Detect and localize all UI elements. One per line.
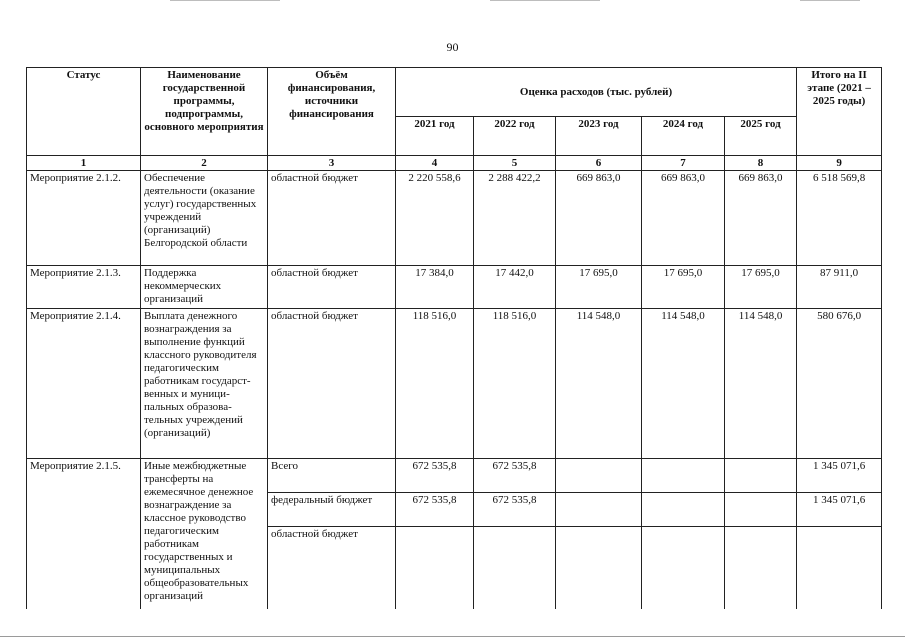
value-2025 <box>725 527 797 609</box>
value-total: 87 911,0 <box>797 266 882 309</box>
value-2023 <box>556 527 642 609</box>
column-number: 6 <box>556 156 642 171</box>
value-2025 <box>725 459 797 493</box>
row-source: Всего <box>268 459 396 493</box>
header-status: Статус <box>27 68 141 156</box>
value-2021 <box>396 527 474 609</box>
value-2022 <box>474 527 556 609</box>
value-2023 <box>556 459 642 493</box>
scan-edge-top-mid <box>490 0 600 1</box>
value-2022: 2 288 422,2 <box>474 171 556 266</box>
column-number: 2 <box>141 156 268 171</box>
value-2023: 669 863,0 <box>556 171 642 266</box>
value-2025 <box>725 493 797 527</box>
header-total: Итого на II этапе (2021 – 2025 годы) <box>797 68 882 156</box>
value-2021: 118 516,0 <box>396 309 474 459</box>
value-2025: 114 548,0 <box>725 309 797 459</box>
value-2022: 672 535,8 <box>474 459 556 493</box>
value-total <box>797 527 882 609</box>
table-row <box>27 266 882 309</box>
row-name: Выплата денежного вознаграждения за выполнение функций классного руководителя педагогическим работникам государст-венных и муници-пальных образова-тельных учреждений (организаций) <box>141 309 268 459</box>
scan-edge-top-right <box>800 0 860 1</box>
value-2022: 118 516,0 <box>474 309 556 459</box>
value-2024 <box>642 459 725 493</box>
value-2023: 114 548,0 <box>556 309 642 459</box>
value-2022: 672 535,8 <box>474 493 556 527</box>
header-year-2021: 2021 год <box>396 117 474 156</box>
table-row <box>27 309 882 459</box>
value-2024 <box>642 493 725 527</box>
value-2021: 672 535,8 <box>396 493 474 527</box>
value-2024: 17 695,0 <box>642 266 725 309</box>
value-2024: 669 863,0 <box>642 171 725 266</box>
row-source: федеральный бюджет <box>268 493 396 527</box>
column-number: 8 <box>725 156 797 171</box>
header-name: Наименование государственной программы, подпрограммы, основного мероприятия <box>141 68 268 156</box>
column-number: 4 <box>396 156 474 171</box>
column-number: 9 <box>797 156 882 171</box>
header-year-2022: 2022 год <box>474 117 556 156</box>
value-2025: 669 863,0 <box>725 171 797 266</box>
row-status: Мероприятие 2.1.4. <box>27 309 141 459</box>
row-name: Обеспечение деятельности (оказание услуг) государственных учреждений (организаций) Белгородской области <box>141 171 268 266</box>
budget-table <box>26 67 882 609</box>
header-year-2024: 2024 год <box>642 117 725 156</box>
value-total: 1 345 071,6 <box>797 493 882 527</box>
scan-edge-bottom <box>0 636 905 637</box>
column-number: 1 <box>27 156 141 171</box>
row-name: Поддержка некоммерческих организаций <box>141 266 268 309</box>
table-row <box>27 171 882 266</box>
column-number: 5 <box>474 156 556 171</box>
column-number: 7 <box>642 156 725 171</box>
value-2024: 114 548,0 <box>642 309 725 459</box>
row-name: Иные межбюджетные трансферты на ежемесячное денежное вознаграждение за классное руководство педагогическим работникам государственных и муниципальных общеобразовательных организаций <box>141 459 268 609</box>
header-estimate: Оценка расходов (тыс. рублей) <box>396 68 797 117</box>
value-2024 <box>642 527 725 609</box>
value-total: 6 518 569,8 <box>797 171 882 266</box>
value-total: 580 676,0 <box>797 309 882 459</box>
header-year-2023: 2023 год <box>556 117 642 156</box>
value-total: 1 345 071,6 <box>797 459 882 493</box>
row-status: Мероприятие 2.1.2. <box>27 171 141 266</box>
row-source: областной бюджет <box>268 527 396 609</box>
value-2021: 2 220 558,6 <box>396 171 474 266</box>
value-2021: 17 384,0 <box>396 266 474 309</box>
page-number: 90 <box>446 40 459 54</box>
row-source: областной бюджет <box>268 309 396 459</box>
row-source: областной бюджет <box>268 171 396 266</box>
value-2025: 17 695,0 <box>725 266 797 309</box>
value-2023 <box>556 493 642 527</box>
header-volume: Объём финансирования, источники финансирования <box>268 68 396 156</box>
row-source: областной бюджет <box>268 266 396 309</box>
column-number: 3 <box>268 156 396 171</box>
row-status: Мероприятие 2.1.5. <box>27 459 141 609</box>
scan-edge-top-left <box>170 0 280 1</box>
value-2023: 17 695,0 <box>556 266 642 309</box>
header-year-2025: 2025 год <box>725 117 797 156</box>
value-2021: 672 535,8 <box>396 459 474 493</box>
table-row <box>27 459 882 493</box>
row-status: Мероприятие 2.1.3. <box>27 266 141 309</box>
value-2022: 17 442,0 <box>474 266 556 309</box>
